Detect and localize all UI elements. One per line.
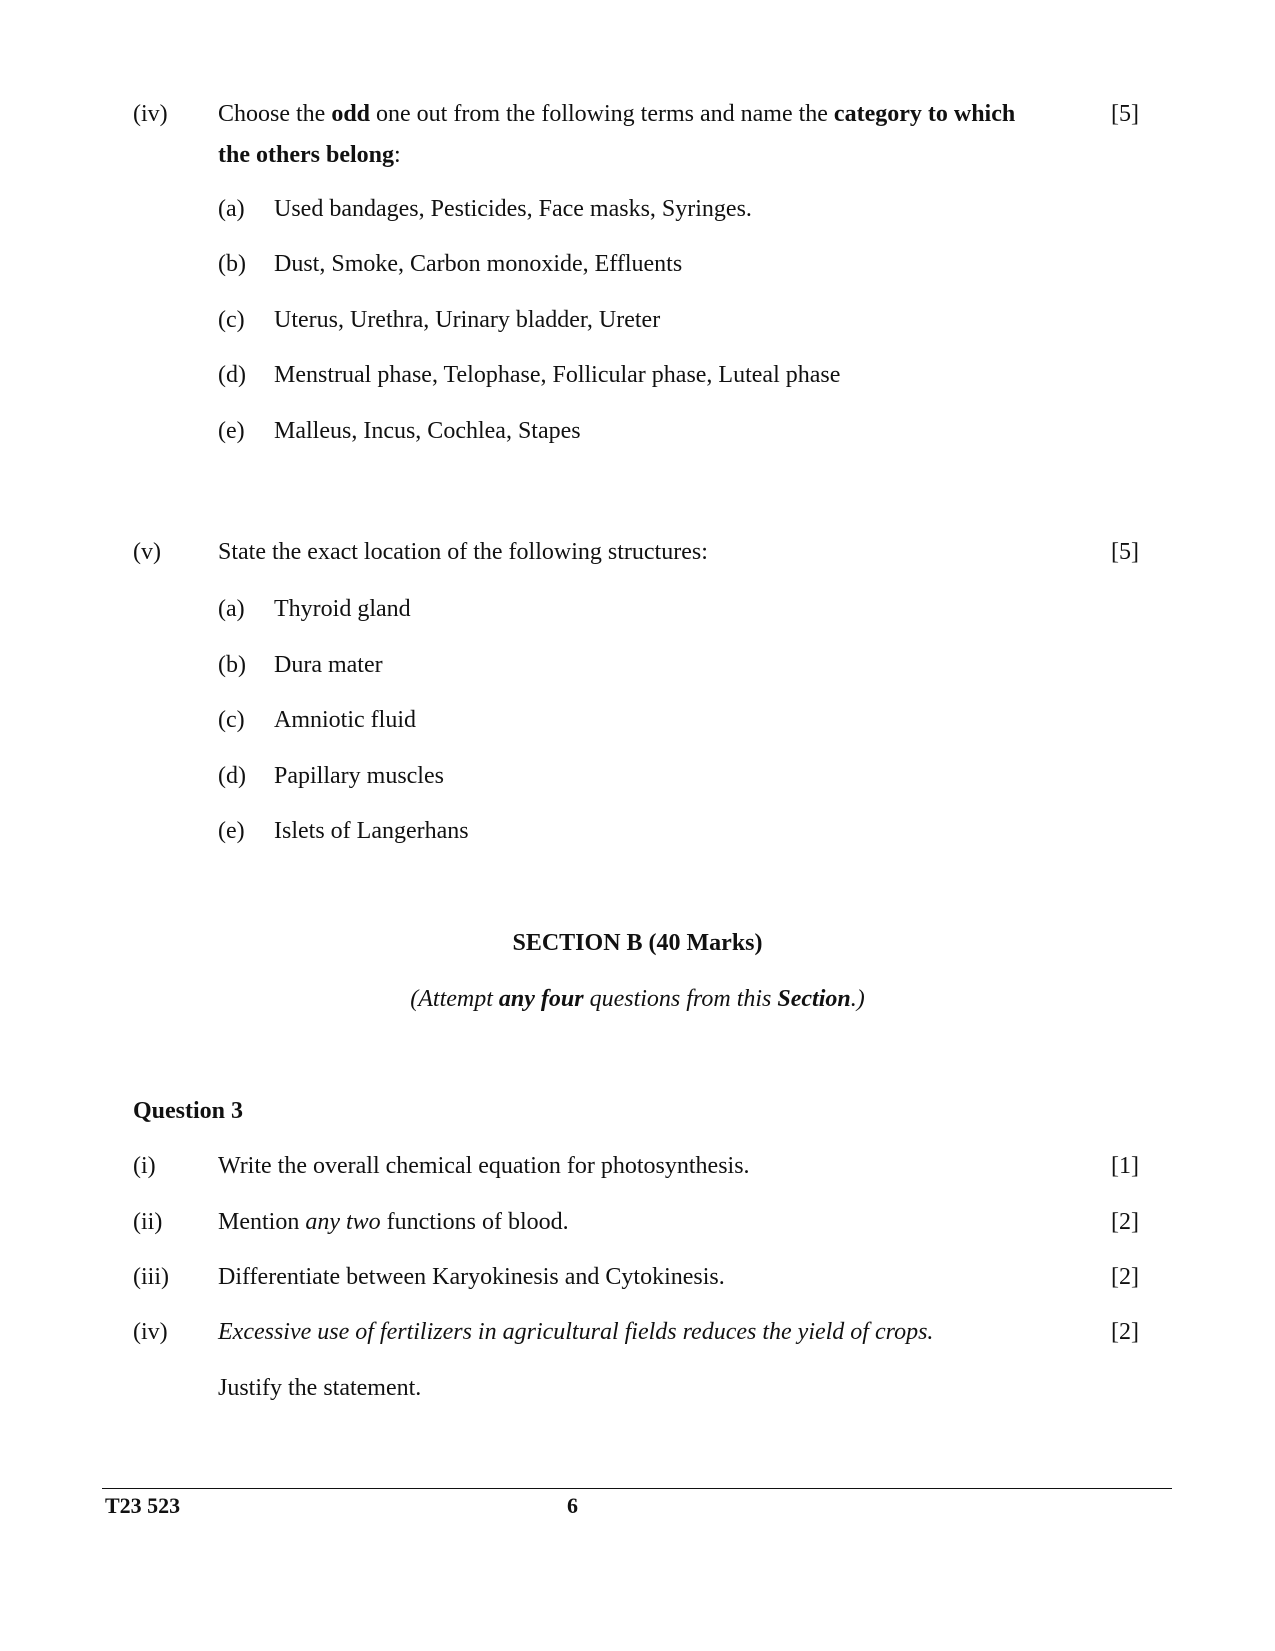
question-number: (iv)	[133, 1319, 168, 1345]
question-text: Differentiate between Karyokinesis and Cytokinesis.	[218, 1264, 725, 1290]
question-text-continuation: Justify the statement.	[218, 1375, 422, 1401]
item-letter: (c)	[218, 707, 245, 733]
question-text-line-1	[218, 100, 1015, 129]
question-text: State the exact location of the following structures:	[218, 539, 708, 565]
page-number: 6	[567, 1493, 578, 1518]
question-number: (iii)	[133, 1264, 169, 1290]
item-text: Dust, Smoke, Carbon monoxide, Effluents	[274, 251, 683, 277]
question-text: Excessive use of fertilizers in agricultural fields reduces the yield of crops.	[218, 1319, 934, 1345]
item-text: Papillary muscles	[274, 763, 444, 789]
question-number: (iv)	[133, 101, 168, 127]
marks: [2]	[1111, 1209, 1139, 1235]
text-span: one out from the following terms and name the	[370, 101, 834, 127]
bold-span: any four	[498, 986, 584, 1012]
marks: [2]	[1111, 1264, 1139, 1290]
item-text: Islets of Langerhans	[274, 818, 469, 844]
question-text-line-2	[218, 141, 401, 170]
bold-span: the others belong	[218, 142, 394, 168]
item-text: Thyroid gland	[274, 596, 411, 622]
bold-span: odd	[331, 101, 371, 127]
question-number: (v)	[133, 539, 161, 565]
text-span: Choose the	[218, 101, 332, 127]
section-instructions	[0, 985, 1275, 1014]
question-number: (i)	[133, 1153, 156, 1179]
marks: [5]	[1111, 539, 1139, 565]
text-span: .)	[850, 986, 865, 1012]
item-letter: (d)	[218, 362, 246, 388]
question-text: Write the overall chemical equation for photosynthesis.	[218, 1153, 750, 1179]
bold-span: category to which	[833, 101, 1016, 127]
item-text: Uterus, Urethra, Urinary bladder, Ureter	[274, 307, 661, 333]
text-span: questions from this	[583, 986, 778, 1012]
item-text: Menstrual phase, Telophase, Follicular phase, Luteal phase	[274, 362, 841, 388]
item-letter: (d)	[218, 763, 246, 789]
bold-span: Section	[777, 986, 851, 1012]
item-text: Malleus, Incus, Cochlea, Stapes	[274, 418, 581, 444]
item-text: Used bandages, Pesticides, Face masks, Syringes.	[274, 196, 752, 222]
item-letter: (a)	[218, 596, 245, 622]
item-letter: (b)	[218, 251, 246, 277]
section-title: SECTION B (40 Marks)	[512, 930, 763, 956]
text-span: :	[394, 142, 401, 168]
marks: [5]	[1111, 101, 1139, 127]
item-letter: (b)	[218, 652, 246, 678]
item-text: Dura mater	[274, 652, 383, 678]
item-text: Amniotic fluid	[274, 707, 416, 733]
item-letter: (c)	[218, 307, 245, 333]
question-text	[218, 1208, 569, 1237]
footer-divider	[102, 1488, 1172, 1489]
item-letter: (e)	[218, 818, 245, 844]
question-number: (ii)	[133, 1209, 163, 1235]
text-span: Mention	[218, 1209, 306, 1235]
marks: [2]	[1111, 1319, 1139, 1345]
question-heading: Question 3	[133, 1098, 244, 1124]
text-span: (Attempt	[410, 986, 499, 1012]
italic-span: any two	[305, 1209, 381, 1235]
item-letter: (a)	[218, 196, 245, 222]
marks: [1]	[1111, 1153, 1139, 1179]
text-span: functions of blood.	[380, 1209, 569, 1235]
item-letter: (e)	[218, 418, 245, 444]
paper-code: T23 523	[105, 1493, 181, 1518]
